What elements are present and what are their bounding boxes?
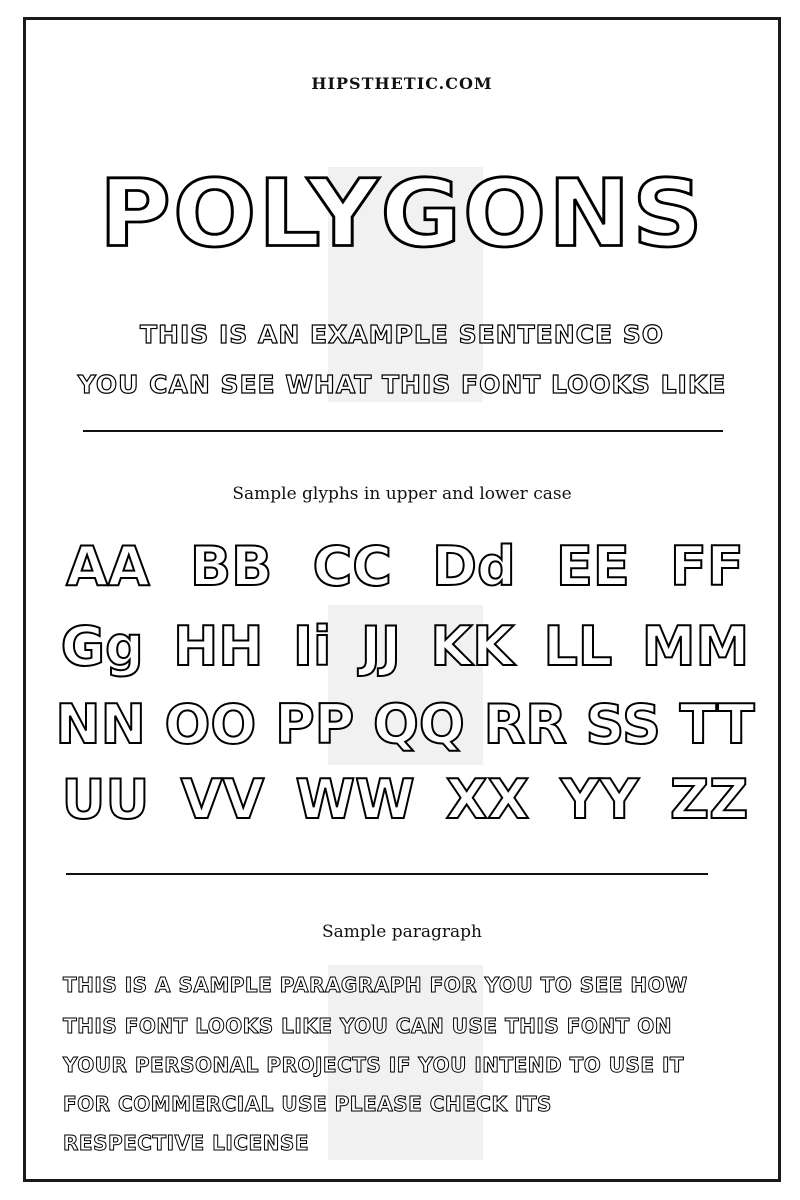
glyph-pair: HH bbox=[173, 615, 264, 678]
glyph-pair: YY bbox=[560, 768, 639, 831]
glyph-pair: AA bbox=[66, 535, 150, 598]
divider bbox=[66, 873, 708, 875]
sample-sentence-line-1: THIS IS AN EXAMPLE SENTENCE SO bbox=[139, 320, 665, 349]
glyph-pair: OO bbox=[164, 693, 257, 756]
glyph-pair: Dd bbox=[432, 535, 516, 598]
glyph-pair: LL bbox=[543, 615, 613, 678]
glyph-pair: TT bbox=[679, 693, 755, 756]
glyphs-heading: Sample glyphs in upper and lower case bbox=[232, 484, 572, 504]
poster-frame bbox=[23, 17, 781, 1182]
glyph-pair: MM bbox=[641, 615, 750, 678]
glyph-row-3 bbox=[46, 693, 764, 756]
glyph-pair: NN bbox=[55, 693, 146, 756]
glyph-pair: QQ bbox=[373, 693, 465, 756]
glyph-row-2 bbox=[46, 615, 764, 678]
glyph-pair: WW bbox=[295, 768, 415, 831]
paragraph-line-5: RESPECTIVE LICENSE bbox=[63, 1131, 309, 1155]
glyph-pair: FF bbox=[670, 535, 744, 598]
paragraph-line-1: THIS IS A SAMPLE PARAGRAPH FOR YOU TO SEE HOW bbox=[63, 973, 688, 997]
glyph-pair: VV bbox=[180, 768, 265, 831]
glyph-pair: CC bbox=[312, 535, 392, 598]
glyph-pair: PP bbox=[275, 693, 355, 756]
glyph-pair: ZZ bbox=[669, 768, 749, 831]
glyph-pair: RR bbox=[483, 693, 567, 756]
paragraph-line-2: THIS FONT LOOKS LIKE YOU CAN USE THIS FONT ON bbox=[63, 1014, 672, 1038]
glyph-pair: Gg bbox=[60, 615, 144, 678]
glyph-pair: EE bbox=[555, 535, 630, 598]
paragraph-heading: Sample paragraph bbox=[322, 922, 482, 942]
site-title: HIPSTHETIC.COM bbox=[311, 74, 493, 93]
glyph-pair: JJ bbox=[360, 615, 402, 678]
glyph-pair: BB bbox=[190, 535, 273, 598]
glyph-pair: SS bbox=[585, 693, 661, 756]
glyph-pair: XX bbox=[445, 768, 530, 831]
glyph-row-1 bbox=[46, 535, 764, 598]
glyph-pair: UU bbox=[61, 768, 150, 831]
divider bbox=[83, 430, 723, 432]
paragraph-line-3: YOUR PERSONAL PROJECTS IF YOU INTEND TO USE IT bbox=[63, 1053, 685, 1077]
sample-sentence-line-2: YOU CAN SEE WHAT THIS FONT LOOKS LIKE bbox=[77, 370, 727, 399]
glyph-pair: KK bbox=[430, 615, 515, 678]
glyph-pair: Ii bbox=[292, 615, 332, 678]
paragraph-line-4: FOR COMMERCIAL USE PLEASE CHECK ITS bbox=[63, 1092, 552, 1116]
font-name-title: POLYGONS bbox=[99, 159, 705, 269]
glyph-row-4 bbox=[46, 768, 764, 831]
